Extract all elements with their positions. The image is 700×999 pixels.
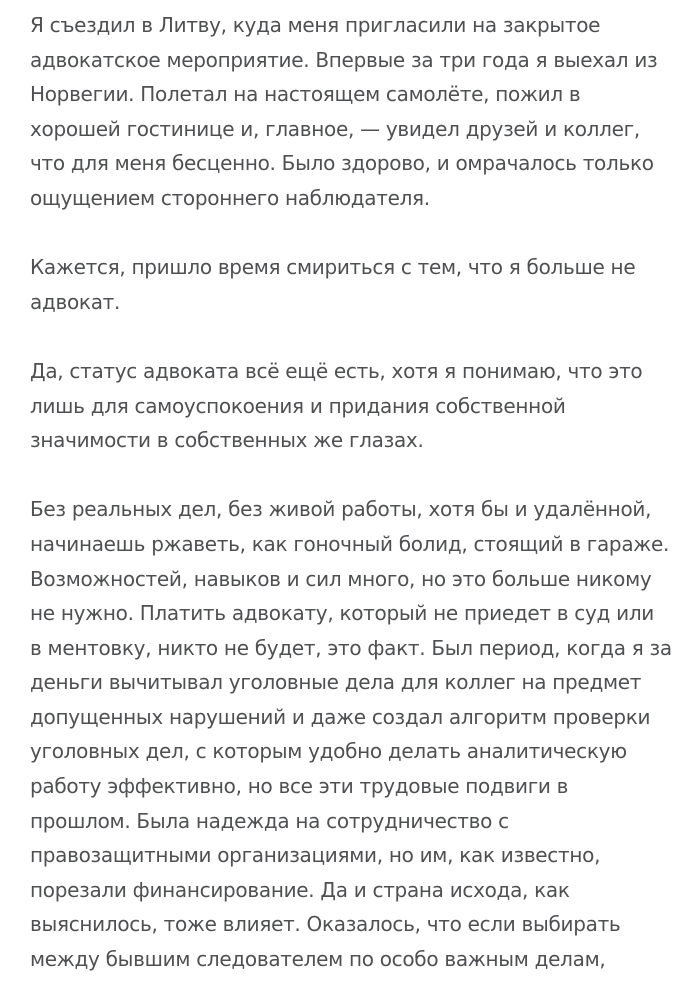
paragraph-lithuania-trip: Я съездил в Литву, куда меня пригласили на закрытое адвокатское мероприятие. Впервые за три года я выехал из Норвегии. Полетал на настоящем самолёте, пожил в хорошей гостинице и, главное, — увидел друзей и коллег, что для меня бесценно. Было здорово, и омрачалось только ощущением стороннего наблюдателя. [30, 13, 658, 210]
paragraph-lawyer-status: Да, статус адвоката всё ещё есть, хотя я понимаю, что это лишь для самоуспокоения и придания собственной значимости в собственных же глазах. [30, 358, 643, 453]
paragraph-no-longer-lawyer: Кажется, пришло время смириться с тем, что я больше не адвокат. [30, 255, 636, 314]
paragraph-without-cases: Без реальных дел, без живой работы, хотя бы и удалённой, начинаешь ржаветь, как гоночный болид, стоящий в гараже. Возможностей, навыков и сил много, но это больше никому не нужно. Платить адвокату, который не приедет в суд или в ментовку, никто не будет, это факт. Был период, когда я за деньги вычитывал уголовные дела для коллег на предмет допущенных нарушений и даже создал алгоритм проверки уголовных дел, с которым удобно делать аналитическую работу эффективно, но все эти трудовые подвиги в прошлом. Была надежда на сотрудничество с правозащитными организациями, но им, как известно, порезали финансирование. Да и страна исхода, как выяснилось, тоже влияет. Оказалось, что если выбирать между бывшим следователем по особо важным делам, [30, 497, 672, 972]
